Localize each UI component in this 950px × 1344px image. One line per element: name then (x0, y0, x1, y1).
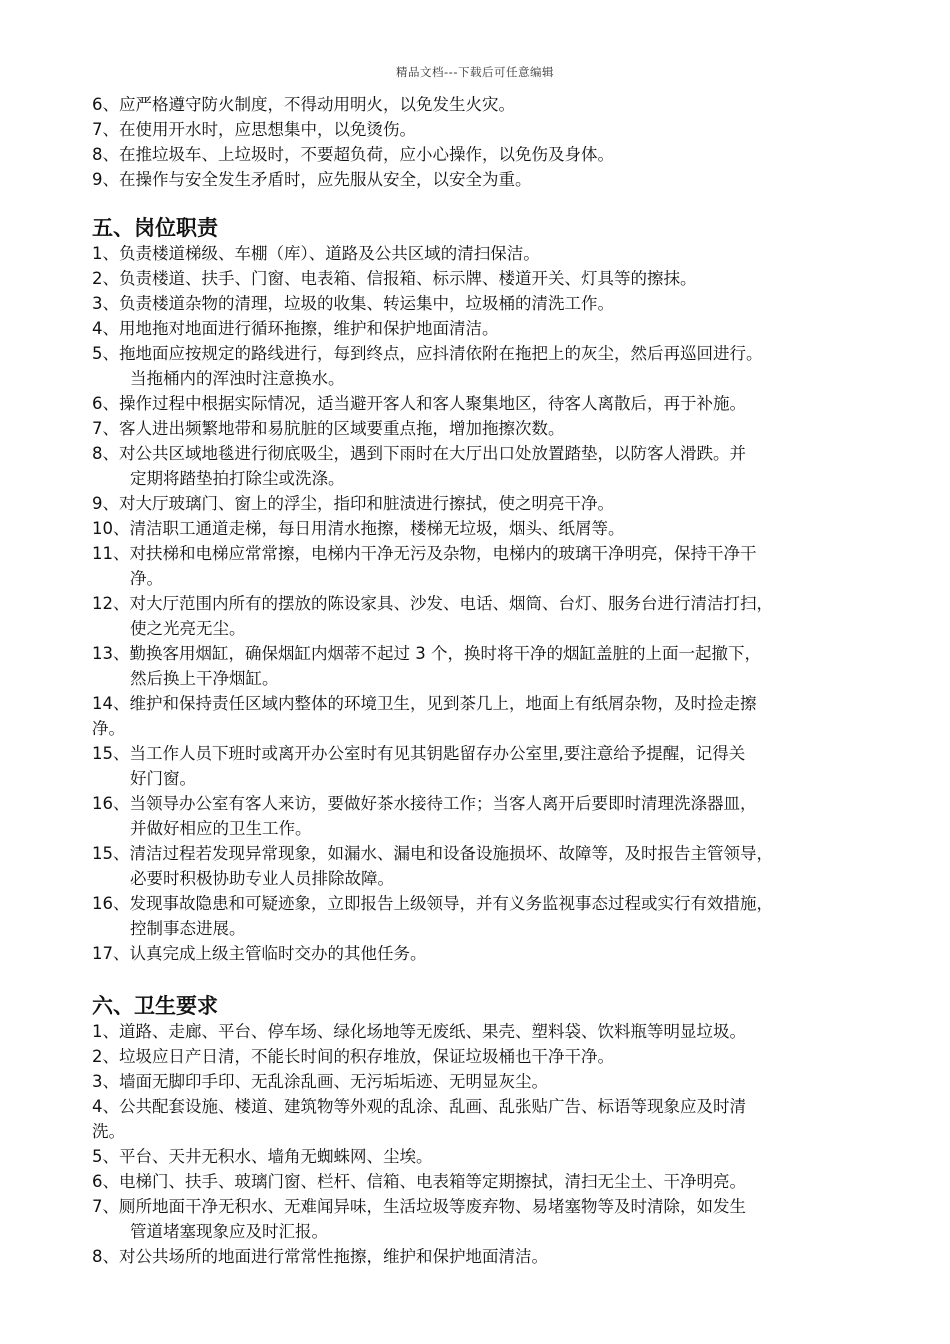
list-item-text: 1、道路、走廊、平台、停车场、绿化场地等无废纸、果壳、塑料袋、饮料瓶等明显垃圾。 (92, 1022, 746, 1041)
list-item (92, 591, 882, 641)
list-item-continuation: 然后换上干净烟缸。 (130, 669, 279, 688)
list-item (92, 1244, 882, 1269)
section-title-duties: 五、岗位职责 (92, 216, 218, 240)
page-header: 精品文档---下载后可任意编辑 (396, 65, 554, 79)
list-item-text: 11、对扶梯和电梯应常常擦，电梯内干净无污及杂物，电梯内的玻璃干净明亮，保持干净干 (92, 544, 757, 563)
list-item (92, 491, 882, 516)
list-item (92, 641, 882, 691)
list-item (92, 841, 882, 891)
list-item-continuation: 使之光亮无尘。 (130, 619, 246, 638)
list-item-text: 9、对大厅玻璃门、窗上的浮尘，指印和脏渍进行擦拭，使之明亮干净。 (92, 494, 614, 513)
list-item-text: 14、维护和保持责任区域内整体的环境卫生，见到茶几上，地面上有纸屑杂物，及时捡走擦 (92, 694, 757, 713)
list-item (92, 391, 882, 416)
list-item (92, 1144, 882, 1169)
list-item-text: 4、公共配套设施、楼道、建筑物等外观的乱涂、乱画、乱张贴广告、标语等现象应及时清 (92, 1097, 746, 1116)
list-item (92, 341, 882, 391)
intro-list (92, 92, 882, 192)
list-item-text: 8、在推垃圾车、上垃圾时，不要超负荷，应小心操作，以免伤及身体。 (92, 145, 614, 164)
list-item-continuation: 净。 (130, 569, 163, 588)
list-item (92, 291, 882, 316)
list-item (92, 691, 882, 741)
list-item-text: 10、清洁职工通道走梯，每日用清水拖擦，楼梯无垃圾，烟头、纸屑等。 (92, 519, 625, 538)
list-item (92, 791, 882, 841)
list-item-text: 2、垃圾应日产日清，不能长时间的积存堆放，保证垃圾桶也干净干净。 (92, 1047, 614, 1066)
list-item (92, 1094, 882, 1144)
list-item (92, 92, 882, 117)
list-item (92, 117, 882, 142)
list-item-text: 4、用地拖对地面进行循环拖擦，维护和保护地面清洁。 (92, 319, 499, 338)
list-item-text: 5、拖地面应按规定的路线进行，每到终点，应抖清依附在拖把上的灰尘，然后再巡回进行。 (92, 344, 763, 363)
list-item-text: 8、对公共场所的地面进行常常性拖擦，维护和保护地面清洁。 (92, 1247, 548, 1266)
list-item-text: 2、负责楼道、扶手、门窗、电表箱、信报箱、标示牌、楼道开关、灯具等的擦抹。 (92, 269, 697, 288)
list-item-continuation: 管道堵塞现象应及时汇报。 (130, 1222, 328, 1241)
list-item-text: 3、负责楼道杂物的清理，垃圾的收集、转运集中，垃圾桶的清洗工作。 (92, 294, 614, 313)
list-item (92, 142, 882, 167)
document-body (92, 92, 882, 1269)
list-item-continuation: 当拖桶内的浑浊时注意换水。 (130, 369, 345, 388)
list-item-continuation: 定期将踏垫拍打除尘或洗涤。 (130, 469, 345, 488)
list-item-text: 8、对公共区域地毯进行彻底吸尘，遇到下雨时在大厅出口处放置踏垫，以防客人滑跌。并 (92, 444, 746, 463)
list-item-text: 7、厕所地面干净无积水、无难闻异味，生活垃圾等废弃物、易堵塞物等及时清除，如发生 (92, 1197, 746, 1216)
list-item (92, 741, 882, 791)
section-title-hygiene: 六、卫生要求 (92, 994, 218, 1018)
list-item-text: 6、应严格遵守防火制度，不得动用明火，以免发生火灾。 (92, 95, 515, 114)
list-item-text: 15、当工作人员下班时或离开办公室时有见其钥匙留存办公室里,要注意给予提醒，记得关 (92, 744, 746, 763)
list-item-text: 12、对大厅范围内所有的摆放的陈设家具、沙发、电话、烟筒、台灯、服务台进行清洁打扫， (92, 594, 773, 613)
list-item (92, 1169, 882, 1194)
list-item-text: 1、负责楼道梯级、车棚（库）、道路及公共区域的清扫保洁。 (92, 244, 540, 263)
list-item-text: 6、电梯门、扶手、玻璃门窗、栏杆、信箱、电表箱等定期擦拭，清扫无尘土、干净明亮。 (92, 1172, 746, 1191)
list-item-text: 7、在使用开水时，应思想集中，以免烫伤。 (92, 120, 416, 139)
list-item-continuation: 必要时积极协助专业人员排除故障。 (130, 869, 394, 888)
list-item-continuation: 控制事态进展。 (130, 919, 246, 938)
list-item-text: 16、发现事故隐患和可疑迹象，立即报告上级领导，并有义务监视事态过程或实行有效措施， (92, 894, 773, 913)
hygiene-list (92, 1019, 882, 1269)
list-item (92, 516, 882, 541)
list-item (92, 541, 882, 591)
list-item-text: 5、平台、天井无积水、墙角无蜘蛛网、尘埃。 (92, 1147, 433, 1166)
list-item (92, 266, 882, 291)
duties-list (92, 241, 882, 966)
list-item-text: 17、认真完成上级主管临时交办的其他任务。 (92, 944, 427, 963)
list-item-text: 15、清洁过程若发现异常现象，如漏水、漏电和设备设施损坏、故障等，及时报告主管领导， (92, 844, 773, 863)
list-item (92, 1019, 882, 1044)
list-item-text: 9、在操作与安全发生矛盾时，应先服从安全，以安全为重。 (92, 170, 532, 189)
list-item (92, 416, 882, 441)
list-item (92, 441, 882, 491)
list-item-text: 13、勤换客用烟缸，确保烟缸内烟蒂不起过 3 个，换时将干净的烟缸盖脏的上面一起撤下， (92, 644, 761, 663)
list-item-text: 7、客人进出频繁地带和易肮脏的区域要重点拖，增加拖擦次数。 (92, 419, 565, 438)
list-item-continuation: 净。 (92, 719, 125, 738)
list-item (92, 316, 882, 341)
list-item-text: 6、操作过程中根据实际情况，适当避开客人和客人聚集地区，待客人离散后，再于补施。 (92, 394, 746, 413)
list-item (92, 241, 882, 266)
list-item (92, 1194, 882, 1244)
list-item (92, 891, 882, 941)
list-item-text: 16、当领导办公室有客人来访，要做好茶水接待工作；当客人离开后要即时清理洗涤器皿， (92, 794, 757, 813)
list-item (92, 1069, 882, 1094)
list-item-continuation: 好门窗。 (130, 769, 196, 788)
list-item-continuation: 并做好相应的卫生工作。 (130, 819, 312, 838)
list-item (92, 167, 882, 192)
list-item (92, 1044, 882, 1069)
list-item-continuation: 洗。 (92, 1122, 125, 1141)
list-item (92, 941, 882, 966)
list-item-text: 3、墙面无脚印手印、无乱涂乱画、无污垢垢迹、无明显灰尘。 (92, 1072, 548, 1091)
